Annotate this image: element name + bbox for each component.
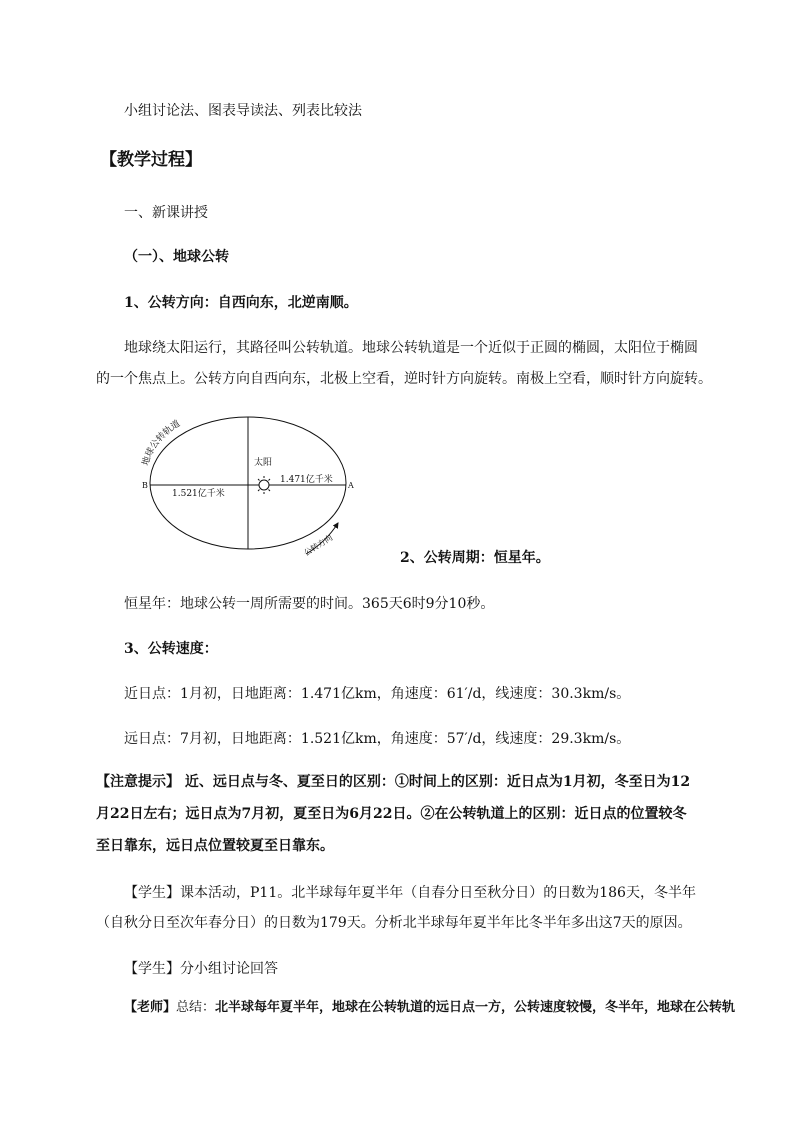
direction-label: 公转方向 [302,533,335,558]
aphelion-distance-label: 1.521亿千米 [172,489,225,499]
student-activity-line-1: 【学生】课本活动，P11。北半球每年夏半年（自春分日至秋分日）的日数为186天，冬半年 [124,885,696,901]
sun-label: 太阳 [254,458,273,468]
teacher-summary-prefix: 总结： [176,1000,216,1015]
orbit-label: 地球公转轨道 [141,418,183,467]
orbit-diagram [138,410,368,560]
subsection-earth-revolution: （一）、地球公转 [124,249,229,265]
teacher-summary-line [124,998,735,1018]
perihelion-distance-label: 1.471亿千米 [280,475,333,485]
teaching-process-heading: 【教学过程】 [100,150,202,170]
aphelion-line: 远日点：7月初，日地距离：1.521亿km，角速度：57′/d，线速度：29.3km/s。 [124,731,631,747]
perihelion-line: 近日点：1月初，日地距离：1.471亿km，角速度：61′/d，线速度：30.3km/s。 [124,686,631,702]
orbit-paragraph-line-1: 地球绕太阳运行，其路径叫公转轨道。地球公转轨道是一个近似于正圆的椭圆，太阳位于椭圆 [124,340,698,356]
teacher-summary-text: 北半球每年夏半年，地球在公转轨道的远日点一方，公转速度较慢，冬半年，地球在公转轨 [215,1000,736,1015]
point-revolution-speed: 3、公转速度： [124,641,218,657]
student-activity-line-2: （自秋分日至次年春分日）的日数为179天。分析北半球每年夏半年比冬半年多出这7天的原因。 [96,915,692,931]
point-revolution-direction: 1、公转方向：自西向东，北逆南顺。 [124,295,358,311]
note-line-3: 至日靠东，远日点位置较夏至日靠东。 [96,838,334,854]
point-b-label: B [142,481,148,490]
note-line-1: 【注意提示】 近、远日点与冬、夏至日的区别：①时间上的区别：近日点为1月初，冬至日为12 [96,774,691,790]
teacher-tag: 【老师】 [124,1000,177,1015]
orbit-paragraph-line-2: 的一个焦点上。公转方向自西向东，北极上空看，逆时针方向旋转。南极上空看，顺时针方向旋转。 [96,371,712,387]
student-discussion-line: 【学生】分小组讨论回答 [124,961,278,977]
sidereal-year-line: 恒星年：地球公转一周所需要的时间。365天6时9分10秒。 [124,596,495,612]
section-one-heading: 一、新课讲授 [124,205,208,221]
note-line-2: 月22日左右；远日点为7月初，夏至日为6月22日。②在公转轨道上的区别：近日点的位置较冬 [96,806,687,822]
point-revolution-period: 2、公转周期：恒星年。 [400,550,550,566]
methods-line: 小组讨论法、图表导读法、列表比较法 [124,103,362,119]
point-a-label: A [348,481,354,490]
